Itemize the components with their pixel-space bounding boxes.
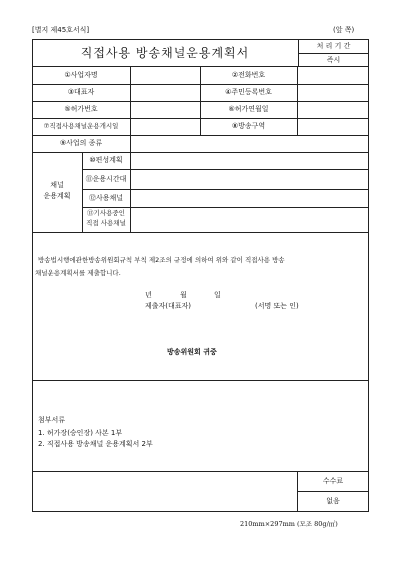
paper-spec: 210mm×297mm (모조 80g/㎡)	[240, 520, 338, 528]
divider	[32, 380, 369, 381]
date-month-label: 월	[180, 291, 187, 299]
table-border-bottom	[32, 511, 369, 512]
phone-label: ②전화번호	[231, 71, 266, 79]
recipient-label: 방송위원회 귀중	[167, 348, 217, 356]
attachments-title: 첨부서류	[38, 416, 66, 424]
attachment-item-2: 2. 직접사용 방송채널 운용계획서 2부	[38, 440, 153, 448]
fee-label: 수수료	[322, 477, 344, 485]
existing-channel-label-1: ⑬기사용중인	[87, 209, 125, 217]
existing-channel-label-2: 직접 사용채널	[86, 219, 126, 227]
broadcast-area-label: ⑧방송구역	[231, 122, 266, 130]
divider	[32, 471, 369, 472]
divider	[297, 491, 369, 492]
permit-number-label: ⑤허가번호	[64, 105, 98, 113]
representative-label: ③대표자	[67, 88, 95, 96]
business-name-label: ①사업자명	[64, 71, 98, 79]
channel-plan-group-label-2: 운용계획	[43, 192, 71, 200]
table-border-right	[368, 39, 369, 512]
processing-period-value: 즉시	[326, 56, 341, 64]
date-day-label: 일	[214, 291, 221, 299]
divider	[82, 169, 369, 170]
divider	[298, 53, 369, 54]
divider	[297, 66, 298, 136]
permit-date-label: ⑥허가연월일	[228, 105, 269, 113]
form-number: [별지 제45호서식]	[32, 26, 90, 34]
page-side-label: (앞 쪽)	[333, 26, 355, 34]
fee-value: 없음	[326, 497, 340, 505]
attachment-item-1: 1. 허가장(승인장) 사본 1부	[38, 429, 123, 437]
resident-number-label: ④주민등록번호	[225, 88, 272, 96]
document-title: 직접사용 방송채널운용계획서	[80, 46, 250, 60]
programming-plan-label: ⑩편성계획	[89, 156, 123, 164]
operation-start-label: ⑦직접사용채널운용개시일	[43, 122, 119, 130]
statement-line-2: 채널운용계획서를 제출합니다.	[35, 269, 121, 277]
business-type-label: ⑨사업의 종류	[59, 139, 103, 147]
divider	[82, 189, 369, 190]
divider	[82, 207, 369, 208]
operating-hours-label: ⑪운용시간대	[85, 175, 127, 183]
table-border-top	[32, 39, 369, 40]
signature-label: (서명 또는 인)	[255, 302, 299, 310]
date-year-label: 년	[145, 291, 152, 299]
channel-plan-group-label-1: 채널	[50, 181, 64, 189]
submitter-label: 제출자(대표자)	[145, 302, 192, 310]
processing-period-label: 처 리 기 간	[316, 42, 351, 50]
divider	[130, 152, 131, 233]
divider	[130, 66, 131, 153]
used-channel-label: ⑫사용채널	[88, 194, 124, 202]
statement-line-1: 방송법시행에관한방송위원회규칙 부칙 제2조의 규정에 의하여 위와 같이 직접사용 방송	[38, 256, 285, 264]
